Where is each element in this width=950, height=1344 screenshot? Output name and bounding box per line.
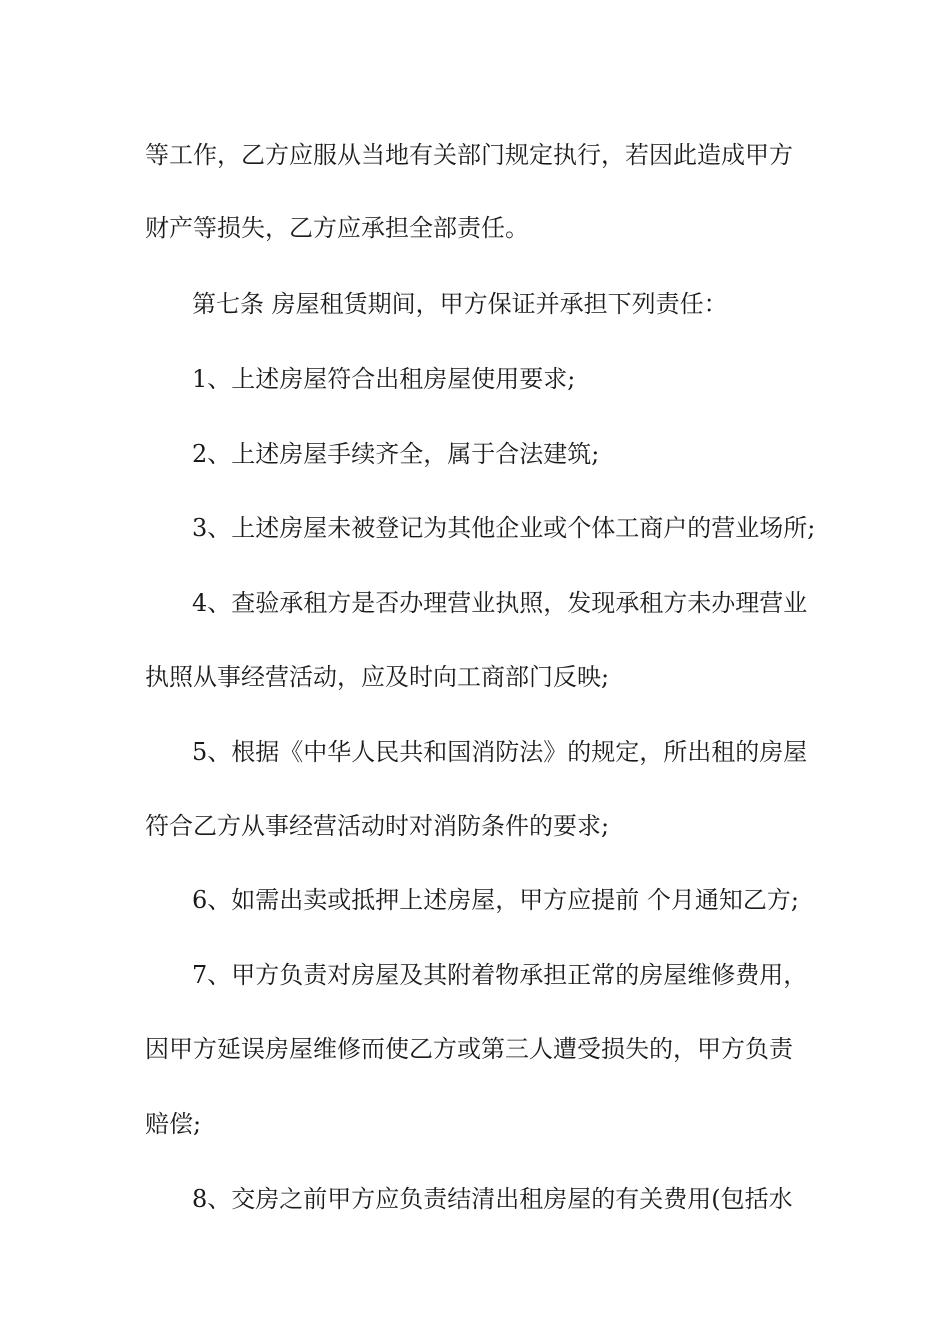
list-item: 1、上述房屋符合出租房屋使用要求;	[192, 365, 576, 393]
list-item: 8、交房之前甲方应负责结清出租房屋的有关费用(包括水	[192, 1185, 793, 1213]
text-line: 执照从事经营活动，应及时向工商部门反映;	[145, 663, 610, 691]
list-item: 3、上述房屋未被登记为其他企业或个体工商户的营业场所;	[192, 514, 816, 542]
text-line: 等工作，乙方应服从当地有关部门规定执行，若因此造成甲方	[145, 141, 793, 169]
list-item: 2、上述房屋手续齐全，属于合法建筑;	[192, 440, 600, 468]
text-line: 财产等损失，乙方应承担全部责任。	[145, 214, 529, 242]
list-item: 4、查验承租方是否办理营业执照，发现承租方未办理营业	[192, 589, 808, 617]
article-heading: 第七条 房屋租赁期间，甲方保证并承担下列责任：	[192, 290, 728, 318]
list-item: 7、甲方负责对房屋及其附着物承担正常的房屋维修费用，	[192, 961, 808, 989]
list-item: 5、根据《中华人民共和国消防法》的规定，所出租的房屋	[192, 738, 808, 766]
list-item: 6、如需出卖或抵押上述房屋，甲方应提前 个月通知乙方;	[192, 886, 799, 914]
text-line: 因甲方延误房屋维修而使乙方或第三人遭受损失的，甲方负责	[145, 1035, 793, 1063]
text-line: 符合乙方从事经营活动时对消防条件的要求;	[145, 812, 610, 840]
text-line: 赔偿;	[145, 1110, 202, 1138]
